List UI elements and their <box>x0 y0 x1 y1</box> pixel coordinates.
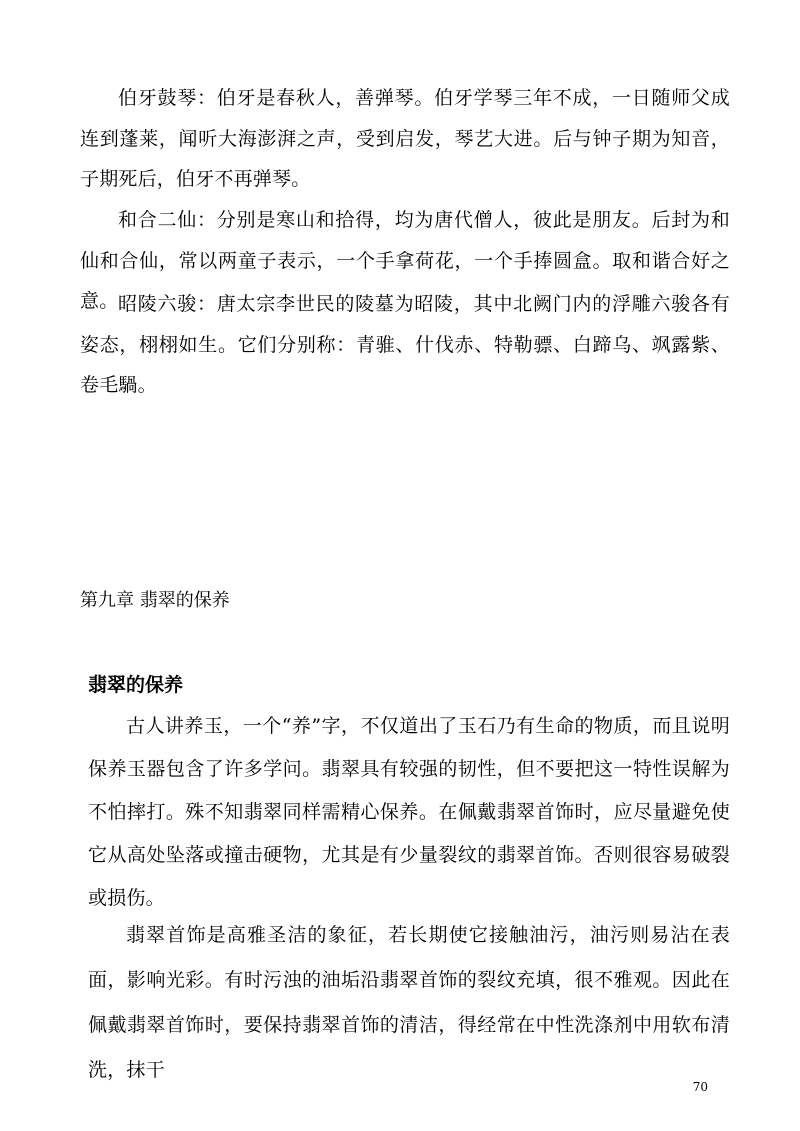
section-title: 翡翠的保养 <box>88 674 184 696</box>
paragraph-hehe: 和合二仙：分别是寒山和拾得，均为唐代僧人，彼此是朋友。后封为和仙和合仙，常以两童子表示，一个手拿荷花，一个手捧圆盒。取和谐合好之意。 <box>80 209 730 312</box>
chapter-title: 第九章 翡翠的保养 <box>80 590 230 611</box>
paragraph-zhaoling: 昭陵六骏：唐太宗李世民的陵墓为昭陵，其中北阙门内的浮雕六骏各有姿态，栩栩如生。它们分别称：青骓、什伐赤、特勒骠、白蹄乌、飒露紫、卷毛騧。 <box>80 293 730 396</box>
section-paragraph-2: 翡翠首饰是高雅圣洁的象征，若长期使它接触油污，油污则易沾在表面，影响光彩。有时污浊的油垢沿翡翠首饰的裂纹充填，很不雅观。因此在佩戴翡翠首饰时，要保持翡翠首饰的清洁，得经常在中性洗涤剂中用软布清洗，抹干 <box>88 924 730 1081</box>
page-number: 70 <box>692 1080 708 1094</box>
section-paragraph-1: 古人讲养玉，一个“养”字，不仅道出了玉石乃有生命的物质，而且说明保养玉器包含了许多学问。翡翠具有较强的韧性，但不要把这一特性误解为不怕摔打。殊不知翡翠同样需精心保养。在佩戴翡翠首饰时，应尽量避免使它从高处坠落或撞击硬物，尤其是有少量裂纹的翡翠首饰。否则很容易破裂或损伤。 <box>88 715 730 909</box>
paragraph-boya: 伯牙鼓琴：伯牙是春秋人，善弹琴。伯牙学琴三年不成，一日随师父成连到蓬莱，闻听大海澎湃之声，受到启发，琴艺大进。后与钟子期为知音，子期死后，伯牙不再弹琴。 <box>80 87 730 190</box>
